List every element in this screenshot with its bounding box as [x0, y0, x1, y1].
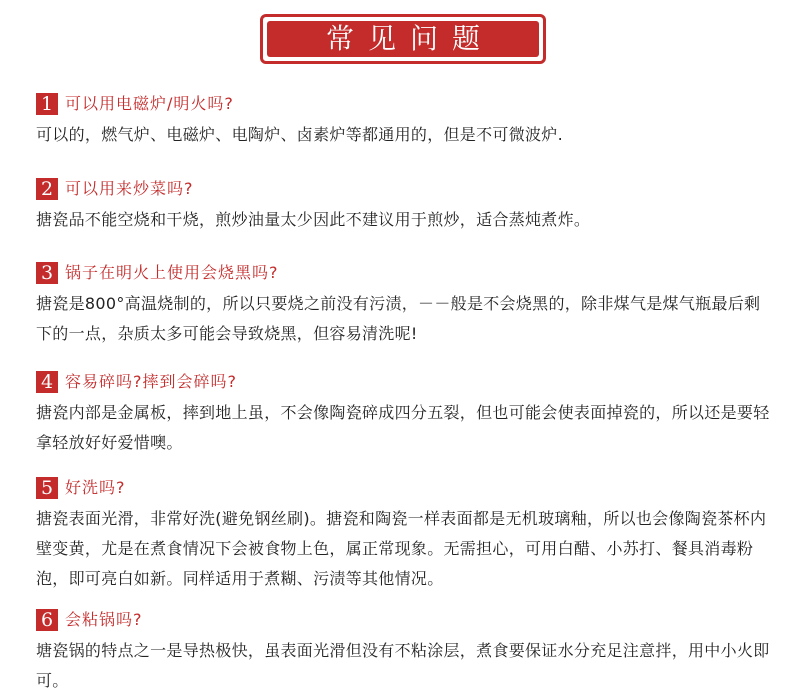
faq-question-row — [36, 476, 776, 500]
question-text: 会粘锅吗? — [65, 610, 143, 629]
question-text: 锅子在明火上使用会烧黑吗? — [65, 263, 279, 282]
faq-item-1 — [36, 92, 776, 177]
faq-question-row — [36, 261, 776, 285]
faq-question-row — [36, 370, 776, 394]
faq-list — [36, 92, 776, 696]
faq-question-row — [36, 177, 776, 201]
faq-item-6 — [36, 608, 776, 696]
question-number-badge: 6 — [36, 609, 58, 631]
answer-text: 搪瓷是800°高温烧制的，所以只要烧之前没有污渍，－－般是不会烧黑的，除非煤气是煤气瓶最后剩下的一点，杂质太多可能会导致烧黑，但容易清洗呢! — [36, 294, 761, 343]
question-number-badge: 4 — [36, 371, 58, 393]
question-number-badge: 1 — [36, 93, 58, 115]
answer-text: 可以的，燃气炉、电磁炉、电陶炉、卤素炉等都通用的，但是不可微波炉. — [36, 125, 563, 144]
question-number-badge: 3 — [36, 262, 58, 284]
answer-text: 搪瓷品不能空烧和干烧，煎炒油量太少因此不建议用于煎炒，适合蒸炖煮炸。 — [36, 210, 591, 229]
title-banner-fill — [267, 21, 539, 57]
faq-item-2 — [36, 177, 776, 261]
page-title: 常见问题 — [325, 22, 494, 55]
question-number-badge: 2 — [36, 178, 58, 200]
question-text: 可以用电磁炉/明火吗? — [65, 94, 234, 113]
question-text: 可以用来炒菜吗? — [65, 179, 194, 198]
answer-text: 搪瓷表面光滑，非常好洗(避免钢丝刷)。搪瓷和陶瓷一样表面都是无机玻璃釉，所以也会像陶瓷茶杯内壁变黄，尤是在煮食情况下会被食物上色，属正常现象。无需担心，可用白醋、小苏打、餐具消毒粉泡，即可亮白如新。同样适用于煮糊、污渍等其他情况。 — [36, 509, 767, 588]
faq-item-3 — [36, 261, 776, 370]
title-banner — [260, 14, 546, 64]
question-text: 好洗吗? — [65, 478, 126, 497]
faq-item-5 — [36, 476, 776, 608]
faq-question-row — [36, 92, 776, 116]
answer-text: 塘瓷锅的特点之一是导热极快，虽表面光滑但没有不粘涂层，煮食要保证水分充足注意拌，用中小火即可。 — [36, 641, 770, 690]
question-number-badge: 5 — [36, 477, 58, 499]
faq-question-row — [36, 608, 776, 632]
question-text: 容易碎吗?摔到会碎吗? — [65, 372, 237, 391]
faq-item-4 — [36, 370, 776, 476]
answer-text: 搪瓷内部是金属板，摔到地上虽，不会像陶瓷碎成四分五裂，但也可能会使表面掉瓷的，所以还是要轻拿轻放好好爱惜噢。 — [36, 403, 770, 452]
